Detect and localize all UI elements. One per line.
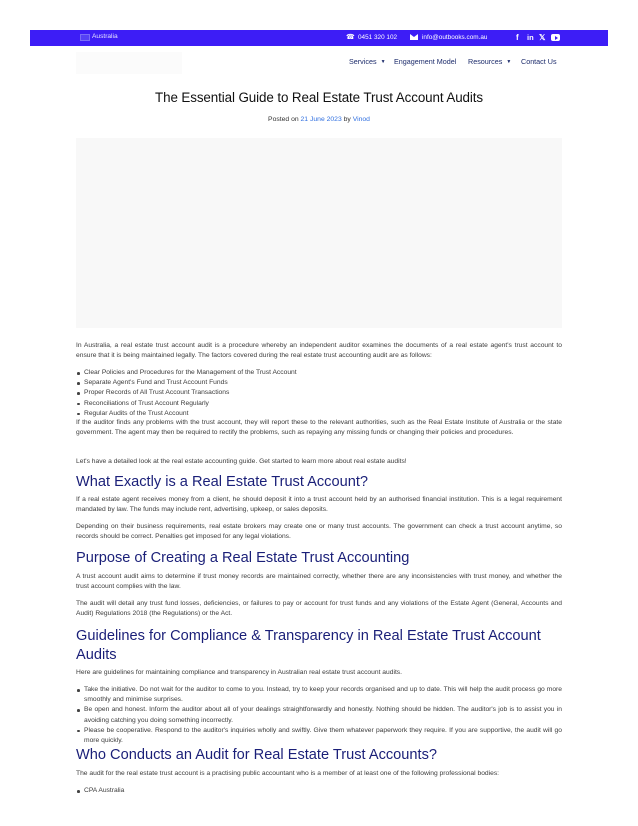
top-bar bbox=[30, 30, 608, 46]
post-meta bbox=[0, 116, 638, 123]
list-item: Clear Policies and Procedures for the Management of the Trust Account bbox=[76, 368, 562, 378]
guide-paragraph: Let's have a detailed look at the real estate accounting guide. Get started to learn more about real estate audits! bbox=[76, 458, 407, 465]
chevron-down-icon: ▼ bbox=[380, 59, 386, 65]
youtube-icon[interactable] bbox=[551, 34, 560, 41]
phone-icon: ☎ bbox=[346, 34, 355, 41]
nav-item-label: Resources bbox=[468, 57, 503, 66]
list-item: Take the initiative. Do not wait for the auditor to come to you. Instead, try to keep your records organised and up to date. This will help the audit process go more smoothly and minimise surprises. bbox=[76, 685, 562, 705]
chevron-down-icon: ▼ bbox=[506, 59, 512, 65]
list-item: Proper Records of All Trust Account Transactions bbox=[76, 388, 562, 398]
australia-flag-icon bbox=[80, 34, 90, 41]
section-paragraph: The audit will detail any trust fund losses, deficiencies, or failures to pay or account for trust funds and any violations of the Estate Agent (General, Accounts and Audit) Regulations 2018 (the Regulations) or the Act. bbox=[76, 600, 562, 618]
problems-paragraph: If the auditor finds any problems with the trust account, they will report these to the relevant authorities, such as the Real Estate Institute of Australia or the state government. The agent may then be required to rectify the problems, such as repaying any missing funds or changing their policies and procedures. bbox=[76, 419, 562, 437]
linkedin-icon[interactable]: in bbox=[527, 33, 534, 42]
author-link[interactable]: Vinod bbox=[352, 116, 370, 123]
site-logo[interactable] bbox=[76, 52, 182, 74]
section-heading: Purpose of Creating a Real Estate Trust Accounting bbox=[76, 550, 410, 566]
list-item: Regular Audits of the Trust Account bbox=[76, 409, 562, 419]
bodies-list bbox=[76, 786, 562, 796]
by-label: by bbox=[343, 116, 351, 123]
section-paragraph: If a real estate agent receives money from a client, he should deposit it into a trust account held by an authorised financial institution. This is a legal requirement mandated by law. The funds may include rent, advertising, upkeep, or sales deposits. bbox=[76, 496, 562, 514]
section-heading: Who Conducts an Audit for Real Estate Trust Accounts? bbox=[76, 747, 437, 763]
section-paragraph: Here are guidelines for maintaining compliance and transparency in Australian real estate trust account audits. bbox=[76, 669, 403, 676]
list-item: CPA Australia bbox=[76, 786, 562, 796]
x-icon[interactable]: 𝕏 bbox=[539, 33, 546, 42]
list-item: Please be cooperative. Respond to the auditor's inquiries wholly and swiftly. Give them whatever paperwork they require. If you are supportive, the audit will go more quickly. bbox=[76, 726, 562, 746]
nav-item-label: Engagement Model bbox=[394, 57, 457, 66]
mail-icon bbox=[410, 34, 418, 40]
email-link[interactable]: info@outbooks.com.au bbox=[422, 33, 488, 41]
nav-item-services[interactable] bbox=[349, 57, 386, 66]
post-date-link[interactable]: 21 June 2023 bbox=[300, 116, 342, 123]
section-heading: Guidelines for Compliance & Transparency in Real Estate Trust Account Audits bbox=[76, 628, 541, 663]
posted-on-label: Posted on bbox=[268, 116, 299, 123]
page-title: The Essential Guide to Real Estate Trust Account Audits bbox=[155, 90, 483, 105]
list-item: Separate Agent's Fund and Trust Account Funds bbox=[76, 378, 562, 388]
nav-item-engagement-model[interactable] bbox=[394, 57, 456, 66]
nav-item-resources[interactable] bbox=[468, 57, 511, 66]
nav-item-contact-us[interactable] bbox=[521, 57, 557, 66]
nav-item-label: Contact Us bbox=[521, 57, 557, 66]
list-item: Reconciliations of Trust Account Regularly bbox=[76, 399, 562, 409]
factors-list bbox=[76, 368, 562, 419]
facebook-icon[interactable]: f bbox=[516, 33, 519, 42]
guidelines-list bbox=[76, 685, 562, 746]
section-paragraph: A trust account audit aims to determine if trust money records are maintained correctly, whether there are any inconsistencies with trust money, and whether the trust account complies with the law. bbox=[76, 573, 562, 591]
phone-link[interactable]: 0451 320 102 bbox=[358, 33, 398, 41]
country-label[interactable]: Australia bbox=[92, 33, 118, 40]
list-item: Be open and honest. Inform the auditor about all of your dealings straightforwardly and honestly. Nothing should be hidden. The auditor's job is to assist you in avoiding catching you doing something incorrectly. bbox=[76, 705, 562, 725]
nav-item-label: Services bbox=[349, 57, 377, 66]
intro-paragraph: In Australia, a real estate trust account audit is a procedure whereby an independent auditor examines the documents of a real estate agent's trust account to ensure that it is being maintained legally. The factors covered during the real estate trust accounting audit are as follows: bbox=[76, 342, 562, 360]
section-paragraph: The audit for the real estate trust account is a practising public accountant who is a member of at least one of the following professional bodies: bbox=[76, 770, 500, 777]
section-heading: What Exactly is a Real Estate Trust Account? bbox=[76, 474, 369, 490]
section-paragraph: Depending on their business requirements, real estate brokers may create one or many trust accounts. The government can check a trust account anytime, so records should be correct. Penalties get imposed for any legal violations. bbox=[76, 523, 562, 541]
featured-image bbox=[76, 138, 562, 328]
